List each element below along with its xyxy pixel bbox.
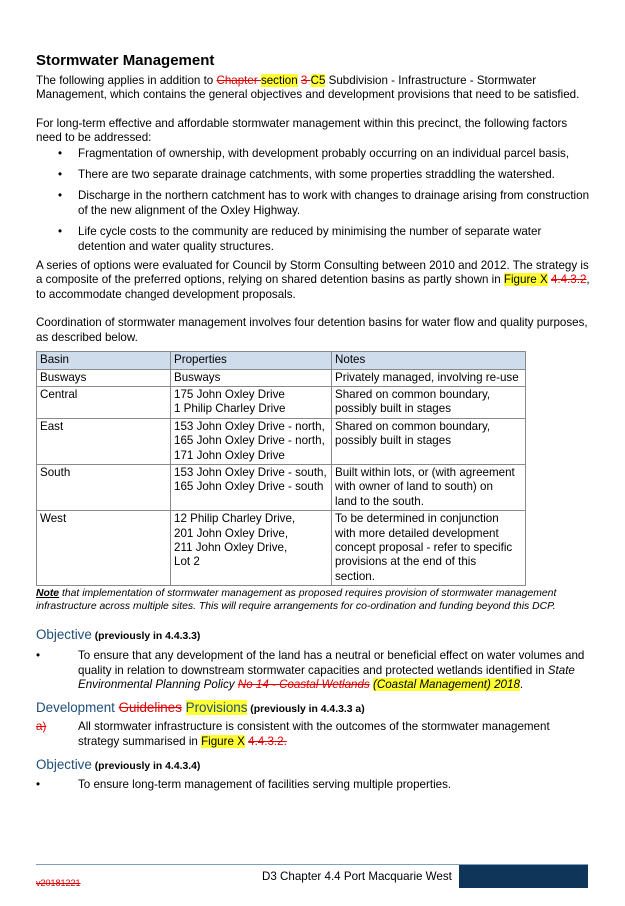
basin-cell: Busways [37, 369, 171, 386]
provision-item: a) All stormwater infrastructure is consistent with the outcomes of the stormwater management strategy summarised in Figure X 4.4.3.2. [36, 720, 550, 748]
inserted-text: Figure X [503, 273, 548, 287]
basin-cell: South [37, 464, 171, 510]
coordination-paragraph: Coordination of stormwater management involves four detention basins for water flow and quality purposes, as described below. [36, 316, 588, 344]
inserted-text: Figure X [201, 734, 245, 748]
inserted-text: (Coastal Management) 2018 [372, 678, 520, 691]
table-header-row [37, 352, 526, 369]
page-footer [36, 864, 588, 888]
factors-intro: For long-term effective and affordable stormwater management within this precinct, the following factors need to be addressed: [36, 116, 568, 145]
deleted-text: Guidelines [118, 700, 182, 716]
notes-cell: To be determined in conjunction with more detailed development concept proposal - refer to specific provisions at the end of this section. [332, 511, 526, 586]
notes-cell: Built within lots, or (with agreement with owner of land to south) on land to the south. [332, 464, 526, 510]
basin-cell: East [37, 418, 171, 464]
properties-cell: 12 Philip Charley Drive, 201 John Oxley Drive, 211 John Oxley Drive, Lot 2 [171, 511, 332, 586]
provisions-heading: Development Guidelines Provisions (previously in 4.4.3.3 a) [36, 700, 365, 716]
list-item: • Fragmentation of ownership, with development probably occurring on an individual parcel basis, [58, 146, 570, 160]
properties-cell: 153 John Oxley Drive - south, 165 John Oxley Drive - south [171, 464, 332, 510]
options-paragraph: A series of options were evaluated for Council by Storm Consulting between 2010 and 2012. The strategy is a composite of the preferred options, relying on shared detention basins as partly shown in Figure X 4.4.3.2, to accommodate changed development proposals. [36, 259, 590, 301]
list-item: • There are two separate drainage catchments, with some properties straddling the watershed. [58, 168, 555, 182]
column-header-notes: Notes [332, 352, 526, 369]
objective-item: • To ensure that any development of the land has a neutral or beneficial effect on water volumes and quality in relation to downstream stormwater capacities and protected wetlands identified in State Environmental Planning Policy No 14 - Coastal Wetlands (Coastal Management) 2018. [36, 649, 585, 691]
inserted-text: Provisions [185, 700, 248, 716]
objective-item: • To ensure long-term management of facilities serving multiple properties. [36, 778, 452, 792]
footer-bar [459, 865, 588, 888]
bullet-icon: • [36, 778, 41, 792]
table-row [37, 369, 526, 386]
deleted-text: Chapter [216, 74, 261, 87]
version-stamp: v20181221 [36, 878, 81, 888]
properties-cell: Busways [171, 369, 332, 386]
list-item: • Discharge in the northern catchment has to work with changes to drainage arising from construction of the new alignment of the Oxley Highway. [58, 189, 590, 217]
factors-list [36, 147, 592, 254]
properties-cell: 175 John Oxley Drive 1 Philip Charley Drive [171, 386, 332, 418]
table-note: Note that implementation of stormwater management as proposed requires provision of stormwater management infrastructure across multiple sites. This will require arrangements for co-ordination and funding beyond this DCP. [36, 588, 557, 613]
deleted-text: No 14 - Coastal Wetlands [237, 678, 370, 691]
deleted-text: 4.4.3.2. [248, 734, 287, 748]
deleted-text: 4.4.3.2 [550, 273, 587, 287]
document-page [36, 52, 592, 793]
bullet-icon: • [58, 225, 63, 239]
notes-cell: Shared on common boundary, possibly built in stages [332, 418, 526, 464]
notes-cell: Privately managed, involving re-use [332, 369, 526, 386]
provision-marker: a) [36, 720, 47, 734]
bullet-icon: • [58, 189, 63, 203]
section-heading: Stormwater Management [36, 52, 215, 69]
inserted-text: C5 [310, 74, 326, 87]
column-header-properties: Properties [171, 352, 332, 369]
objective-heading: Objective (previously in 4.4.3.3) [36, 627, 201, 643]
properties-cell: 153 John Oxley Drive - north, 165 John Oxley Drive - north, 171 John Oxley Drive [171, 418, 332, 464]
list-item: • Life cycle costs to the community are reduced by minimising the number of separate water detention and water quality structures. [58, 225, 542, 253]
inserted-text: section [260, 74, 298, 87]
notes-cell: Shared on common boundary, possibly built in stages [332, 386, 526, 418]
bullet-icon: • [36, 649, 41, 663]
column-header-basin: Basin [37, 352, 171, 369]
table-row [37, 511, 526, 586]
bullet-icon: • [58, 168, 63, 182]
deleted-text: 3 [300, 74, 311, 87]
table-row [37, 464, 526, 510]
intro-paragraph: The following applies in addition to Chapter section 3 C5 Subdivision - Infrastructure - Stormwater Management, which contains the general objectives and development provisions that need to be satisfied. [36, 74, 580, 102]
basin-cell: West [37, 511, 171, 586]
basins-table [36, 351, 526, 586]
table-row [37, 386, 526, 418]
bullet-icon: • [58, 146, 63, 160]
basin-cell: Central [37, 386, 171, 418]
objective-heading: Objective (previously in 4.4.3.4) [36, 757, 201, 773]
table-row [37, 418, 526, 464]
footer-title: D3 Chapter 4.4 Port Macquarie West [262, 870, 452, 883]
